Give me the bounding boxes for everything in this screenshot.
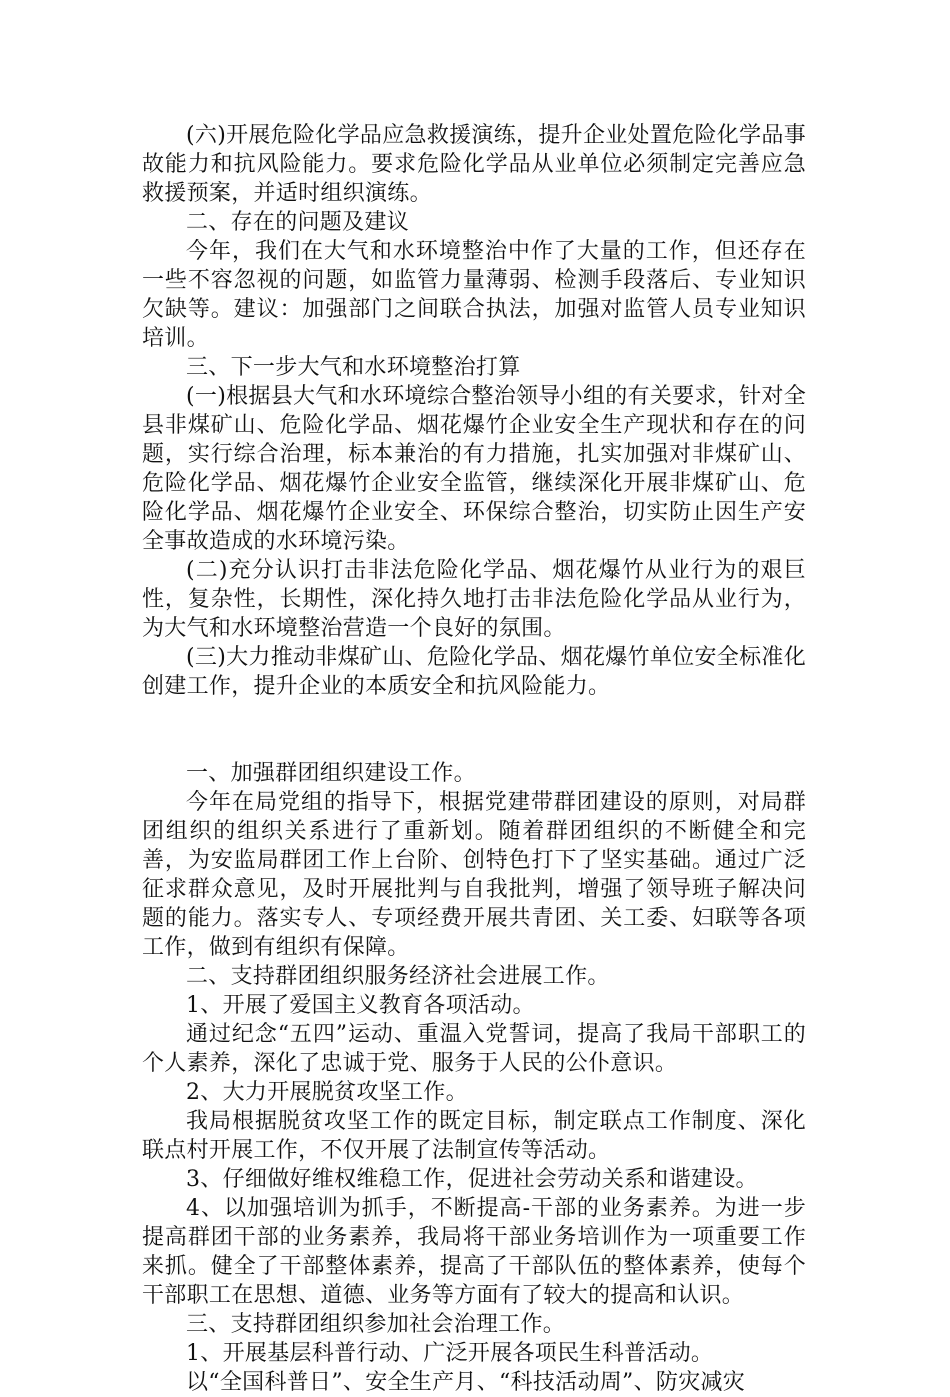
list-item: 2、大力开展脱贫攻坚工作。 [186, 1080, 468, 1105]
list-item: 4、以加强培训为抓手，不断提高-干部的业务素养。为进一步提高群团干部的业务素养，我局将干部业务培训作为一项重要工作来抓。健全了干部整体素养，提高了干部队伍的整体素养，使每个干部职工在思想、道德、业务等方面有了较大的提高和认识。 [142, 1196, 806, 1308]
paragraph: (六)开展危险化学品应急救援演练，提升企业处置危险化学品事故能力和抗风险能力。要求危险化学品从业单位必须制定完善应急救援预案，并适时组织演练。 [142, 123, 806, 206]
list-item: 1、开展了爱国主义教育各项活动。 [186, 993, 535, 1018]
section-mass-organizations [142, 759, 806, 1397]
heading-problems: 二、存在的问题及建议 [186, 210, 410, 235]
paragraph: 通过纪念“五四”运动、重温入党誓词，提高了我局干部职工的个人素养，深化了忠诚于党、服务于人民的公仆意识。 [142, 1022, 806, 1076]
paragraph: 以“全国科普日”、安全生产月、“科技活动周”、防灾减灾 [186, 1370, 746, 1395]
paragraph: 我局根据脱贫攻坚工作的既定目标，制定联点工作制度、深化联点村开展工作，不仅开展了法制宣传等活动。 [142, 1109, 806, 1163]
paragraph: (一)根据县大气和水环境综合整治领导小组的有关要求，针对全县非煤矿山、危险化学品、烟花爆竹企业安全生产现状和存在的问题，实行综合治理，标本兼治的有力措施，扎实加强对非煤矿山、危险化学品、烟花爆竹企业安全监管，继续深化开展非煤矿山、危险化学品、烟花爆竹企业安全、环保综合整治，切实防止因生产安全事故造成的水环境污染。 [142, 384, 806, 554]
section-environment [142, 121, 806, 701]
paragraph: (三)大力推动非煤矿山、危险化学品、烟花爆竹单位安全标准化创建工作，提升企业的本质安全和抗风险能力。 [142, 645, 806, 699]
heading-social-governance: 三、支持群团组织参加社会治理工作。 [186, 1312, 566, 1337]
heading-org-building: 一、加强群团组织建设工作。 [186, 761, 476, 786]
paragraph: (二)充分认识打击非法危险化学品、烟花爆竹从业行为的艰巨性，复杂性，长期性，深化持久地打击非法危险化学品从业行为，为大气和水环境整治营造一个良好的氛围。 [142, 558, 806, 641]
list-item: 1、开展基层科普行动、广泛开展各项民生科普活动。 [186, 1341, 714, 1366]
heading-economic-service: 二、支持群团组织服务经济社会进展工作。 [186, 964, 610, 989]
paragraph: 今年，我们在大气和水环境整治中作了大量的工作，但还存在一些不容忽视的问题，如监管力量薄弱、检测手段落后、专业知识欠缺等。建议：加强部门之间联合执法，加强对监管人员专业知识培训。 [142, 239, 806, 351]
heading-next-steps: 三、下一步大气和水环境整治打算 [186, 355, 521, 380]
section-divider [142, 701, 806, 759]
paragraph: 今年在局党组的指导下，根据党建带群团建设的原则，对局群团组织的组织关系进行了重新划。随着群团组织的不断健全和完善，为安监局群团工作上台阶、创特色打下了坚实基础。通过广泛征求群众意见，及时开展批判与自我批判，增强了领导班子解决问题的能力。落实专人、专项经费开展共青团、关工委、妇联等各项工作，做到有组织有保障。 [142, 790, 806, 960]
list-item: 3、仔细做好维权维稳工作，促进社会劳动关系和谐建设。 [186, 1167, 758, 1192]
document-body [142, 121, 806, 1397]
